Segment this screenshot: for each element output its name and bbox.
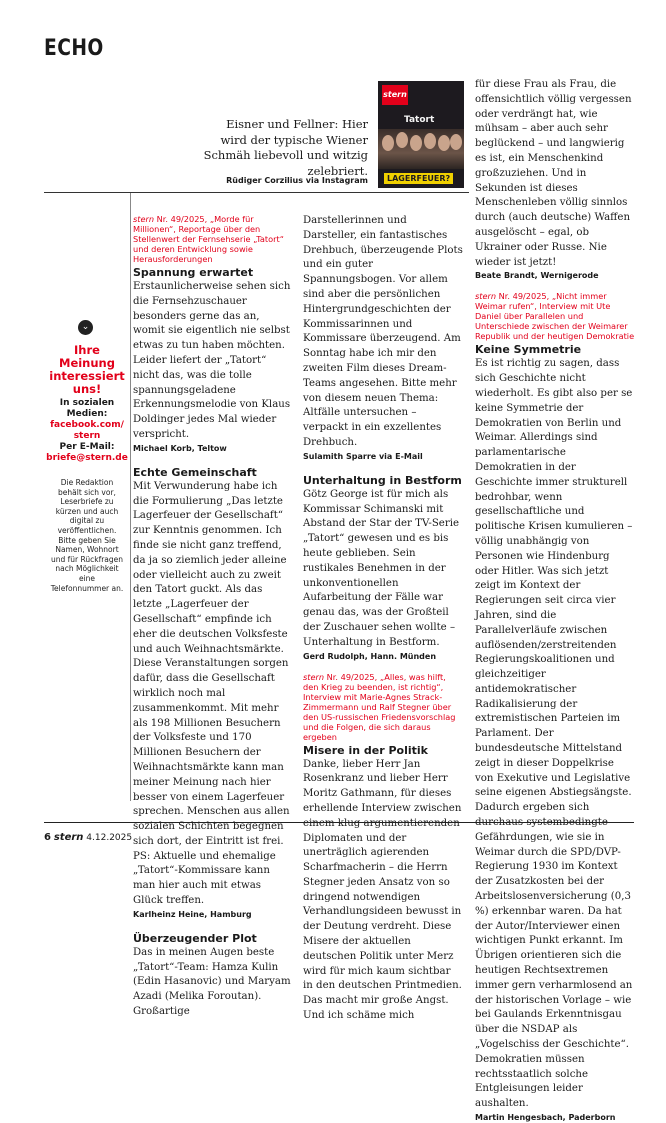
footer-brand: stern <box>53 832 84 843</box>
social-link[interactable]: facebook.com/ stern <box>50 420 124 441</box>
featured-quote: Eisner und Fellner: Hier wird der typische Wiener Schmäh liebevoll und witzig zelebriert. <box>203 117 368 178</box>
letter-author: Martin Hengesbach, Paderborn <box>475 1113 616 1122</box>
letter-author: Sulamith Sparre via E-Mail <box>303 451 423 461</box>
letter-body: Das in meinen Augen beste „Tatort“-Team: Hamza Kulin (Edin Hasanovic) und Maryam Azadi (Melika Foroutan). Großartige <box>133 946 291 1018</box>
column-3 <box>475 78 635 1123</box>
letter-heading: Überzeugender Plot <box>133 931 257 945</box>
letter-heading: Echte Gemeinschaft <box>133 465 257 479</box>
letter-author: Gerd Rudolph, Hann. Münden <box>303 651 437 661</box>
letter-body: für diese Frau als Frau, die offensichtlich völlig vergessen oder verdrängt hat, wie mühsam – aber auch sehr beglückend – und langwierig es ist, ein Menschenkind großzuziehen. Und in Sekunden ist dieses Menschenleben völlig sinnlos durch (auch deutsche) Waffen ausgelöscht – egal, ob Ukrainer oder Russe. Nie wieder ist jetzt! <box>475 79 632 268</box>
letter-heading: Keine Symmetrie <box>475 343 582 357</box>
letter-author: Karlheinz Heine, Hamburg <box>133 909 252 919</box>
letter-body: Götz George ist für mich als Kommissar Schimanski mit Abstand der Star der TV-Serie „Tatort“ gewesen und es bis heute geblieben. Sein rustikales Benehmen in der unkonventionellen Aufarbeitung der Fälle war genau das, was der Großteil der Zuschauer sehen wollte – Unterhaltung in Bestform. <box>303 488 459 648</box>
magazine-cover-image <box>378 81 464 188</box>
letter-heading: Unterhaltung in Bestform <box>303 473 462 487</box>
column-2 <box>303 214 463 1024</box>
letter-body: Danke, lieber Herr Jan Rosenkranz und lieber Herr Moritz Gathmann, für dieses erhellende Interview zwischen einem klug argumentierenden Diplomaten und der unerträglich agierenden Scharfmacherin – die Herrn Stegner jeden Ansatz von so dringend notwendigen Verhandlungsideen bewusst in der Deutung verdreht. Diese Misere der aktuellen deutschen Politik unter Merz wird für mich kaum sichtbar in den deutschen Printmedien. Das macht mir große Angst. Und ich schäme mich <box>303 758 462 1022</box>
cover-title: Tatort <box>404 115 435 125</box>
letter-heading: Misere in der Politik <box>303 743 428 757</box>
featured-quote-author: Rüdiger Corzilius via Instagram <box>226 176 368 185</box>
cover-logo: stern <box>382 85 408 105</box>
issue-date: 4.12.2025 <box>86 833 133 843</box>
article-reference: stern Nr. 49/2025, „Nicht immer Weimar rufen“, Interview mit Ute Daniel über Parallelen und Unterschiede zwischen der Weimarer Republik und der heutigen Demokratie <box>475 291 635 342</box>
letter-author: Michael Korb, Teltow <box>133 443 227 453</box>
email-link[interactable]: briefe@stern.de <box>46 453 128 463</box>
email-label: Per E-Mail: <box>59 442 115 452</box>
social-label: In sozialen Medien: <box>59 398 115 419</box>
article-reference: stern Nr. 49/2025, „Alles, was hilft, den Krieg zu beenden, ist richtig“, Interview mit Marie-Agnes Strack-Zimmermann und Ralf Stegner über den US-russischen Friedensvorschlag und die Folgen, die sich daraus ergeben <box>303 671 456 742</box>
page-footer <box>44 832 132 843</box>
sidebar-note: Die Redaktion behält sich vor, Leserbriefe zu kürzen und auch digital zu veröffentlichen. Bitte geben Sie Namen, Wohnort und für Rückfragen nach Möglichkeit eine Telefonnummer an. <box>50 478 124 593</box>
sidebar-heading: Ihre Meinung interessiert uns! <box>49 343 125 396</box>
sidebar-contact <box>46 398 128 464</box>
chevron-down-icon: ⌄ <box>78 320 93 335</box>
divider <box>44 822 634 823</box>
column-1 <box>133 214 291 1020</box>
cover-headline: LAGERFEUER? <box>384 173 453 184</box>
letter-body: Es ist richtig zu sagen, dass sich Geschichte nicht wiederholt. Es gibt also per se keine Symmetrie der Demokratien von Berlin und Weimar. Allerdings sind parlamentarische Demokratien in der Geschichte immer strukturell bedrohbar, wenn gesellschaftliche und politische Krisen kumulieren – völlig unabhängig von Personen wie Hindenburg oder Hitler. Was sich jetzt zeigt im Kontext der Regierungen seit circa vier Jahren, sind die Parallelverläufe zwischen auflösenden/zerstreitenden Regierungskoalitionen und gleichzeitiger antidemokratischer Radikalisierung der extremistischen Parteien im Parlament. Der bundesdeutsche Mittelstand zeigt in dieser Doppelkrise von Exekutive und Legislative seine eigenen Abstiegsängste. Dadurch ergeben sich durchaus systembedingte Gefährdungen, wie sie in Weimar durch die SPD/DVP-Regierung 1930 im Kontext der Zusatzkosten bei der Arbeitslosenversicherung (0,3 %) erkennbar waren. Da hat der Autor/Interviewer einen wichtigen Punkt erkannt. Im Übrigen orientieren sich die heutigen Rechtsextremen immer gern verharmlosend an der historischen Vorlage – wie bei Gaulands Erkenntnisgau über die NSDAP als „Vogelschiss der Geschichte“. Demokratien müssen rechtsstaatlich solche Entgleisungen leider aushalten. <box>475 358 633 1110</box>
letter-heading: Spannung erwartet <box>133 266 254 279</box>
page-number: 6 <box>44 832 51 843</box>
letter-body: Mit Verwunderung habe ich die Formulierung „Das letzte Lagerfeuer der Gesellschaft“ zur Kenntnis genommen. Ich finde sie nicht ganz treffend, da ja so ziemlich jeder alleine oder vielleicht auch zu zweit den Tatort guckt. Als das letzte „Lagerfeuer der Gesellschaft“ empfinde ich eher die deutschen Volksfeste und auch Weihnachtsmärkte. Diese Veranstaltungen sorgen dafür, dass die Gesellschaft wirklich noch mal zusammenkommt. Mit mehr als 198 Millionen Besuchern der Volksfeste und 170 Millionen Besuchern der Weihnachtsmärkte kann man meiner Meinung nach hier besser von einem Lagerfeuer sprechen. Menschen aus allen sozialen Schichten begegnen sich dort, der Eintritt ist frei. PS: Aktuelle und ehemalige „Tatort“-Kommissare kann man hier auch mit etwas Glück treffen. <box>133 480 290 907</box>
letter-author: Beate Brandt, Wernigerode <box>475 271 599 281</box>
cover-photo <box>378 129 464 169</box>
letter-body: Erstaunlicherweise sehen sich die Fernsehzuschauer besonders gerne das an, womit sie eigentlich nie selbst etwas zu tun haben möchten. Leider liefert der „Tatort“ nicht das, was die tolle spannungsgeladene Erkennungsmelodie von Klaus Doldinger jedes Mal wieder verspricht. <box>133 281 291 440</box>
article-reference: stern Nr. 49/2025, „Morde für Millionen“, Reportage über den Stellenwert der Fernsehserie „Tatort“ und deren Entwicklung sowie Herausforderungen <box>133 214 284 264</box>
section-title: ECHO <box>44 36 104 61</box>
letter-body: Darstellerinnen und Darsteller, ein fantastisches Drehbuch, überzeugende Plots und ein guter Spannungsbogen. Vor allem sind aber die persönlichen Hintergrundgeschichten der Kommissarinnen und Kommissare überzeugend. Am Sonntag habe ich mir den zweiten Film dieses Dream-Teams angesehen. Bitte mehr von diesem neuen Thema: Altfälle untersuchen – verpackt in ein exzellentes Drehbuch. <box>303 215 463 448</box>
